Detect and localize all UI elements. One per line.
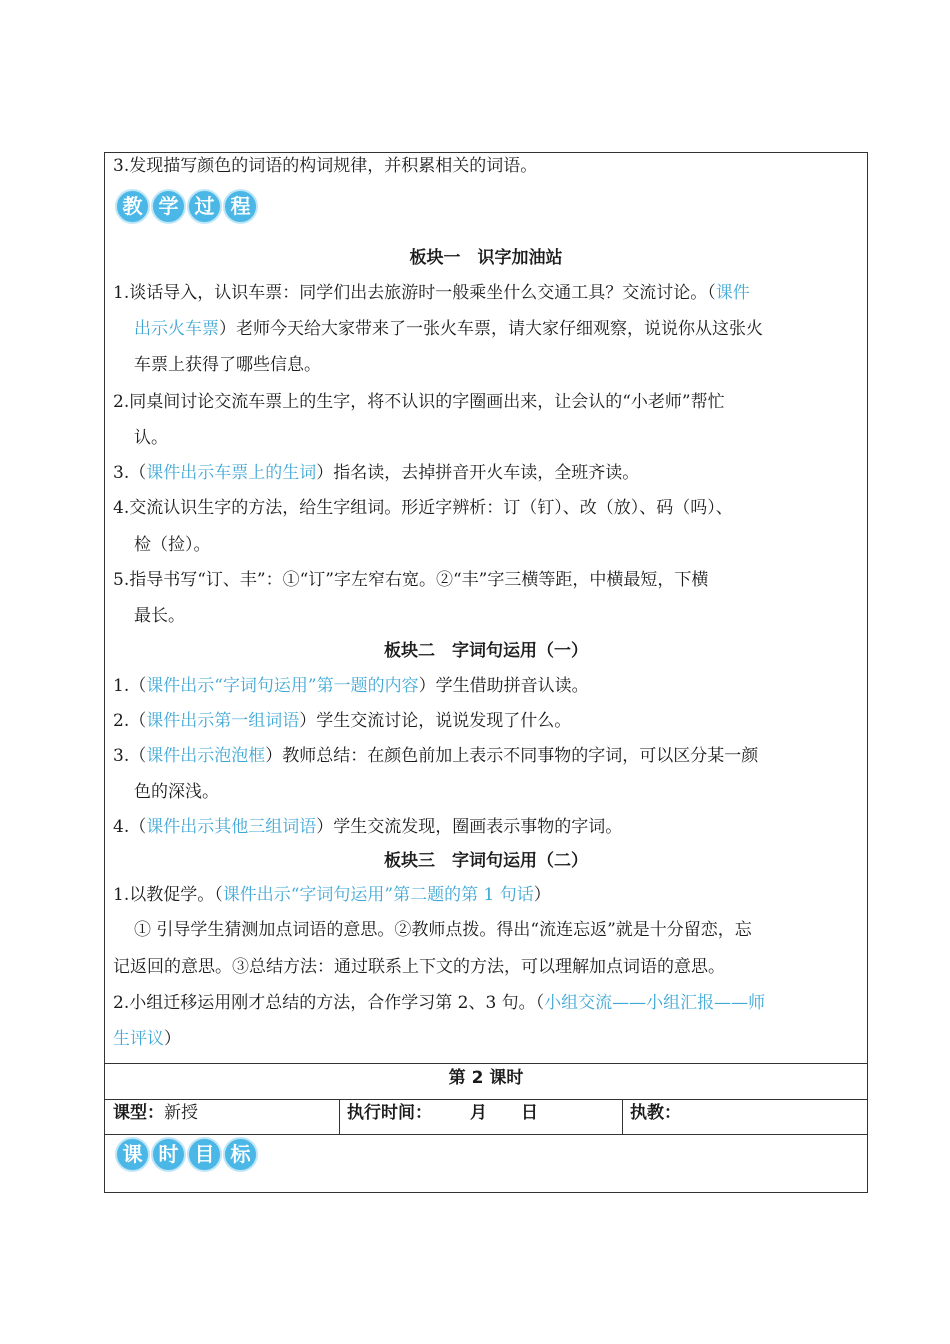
s1-item1-b: 出示火车票）老师今天给大家带来了一张火车票，请大家仔细观察，说说你从这张火 [134, 319, 763, 339]
badge-char: 课 [115, 1137, 150, 1172]
section2-title: 板块二 字词句运用（一） [384, 641, 588, 661]
s2-item3-a: 3.（课件出示泡泡框）教师总结：在颜色前加上表示不同事物的字词，可以区分某一颜 [113, 746, 759, 766]
s1-item4-a: 4.交流认识生字的方法，给生字组词。形近字辨析：订（钉）、改（放）、码（吗）、 [113, 498, 733, 518]
s1-item2-b: 认。 [134, 428, 168, 448]
s3-sub-a: ① 引导学生猜测加点词语的意思。②教师点拨。得出“流连忘返”就是十分留恋，忘 [134, 920, 752, 940]
lesson2-title: 第 2 课时 [448, 1068, 524, 1088]
s3-item2-a: 2.小组迁移运用刚才总结的方法，合作学习第 2、3 句。（小组交流——小组汇报——师 [113, 993, 766, 1013]
goal-line: 3.发现描写颜色的词语的构词规律，并积累相关的词语。 [113, 156, 538, 176]
exec-time: 执行时间： 月 日 [347, 1103, 538, 1123]
s1-item4-b: 检（捡）。 [134, 535, 211, 555]
process-cell [105, 153, 867, 1063]
badge-char: 学 [151, 189, 186, 224]
s1-item5-b: 最长。 [134, 606, 185, 626]
badge-char: 程 [223, 189, 258, 224]
badge-char: 标 [223, 1137, 258, 1172]
badge-char: 教 [115, 189, 150, 224]
badge-char: 过 [187, 189, 222, 224]
s1-item3: 3.（课件出示车票上的生词）指名读，去掉拼音开火车读，全班齐读。 [113, 463, 640, 483]
s1-item5-a: 5.指导书写“订、丰”：①“订”字左窄右宽。②“丰”字三横等距，中横最短，下横 [113, 570, 709, 590]
s2-item3-b: 色的深浅。 [134, 782, 219, 802]
teacher-label: 执教： [630, 1103, 681, 1123]
s2-item4: 4.（课件出示其他三组词语）学生交流发现，圈画表示事物的字词。 [113, 817, 623, 837]
s1-item2-a: 2.同桌间讨论交流车票上的生字，将不认识的字圈画出来，让会认的“小老师”帮忙 [113, 392, 725, 412]
lesson-plan-table [104, 152, 868, 1193]
s1-item1-c: 车票上获得了哪些信息。 [134, 355, 321, 375]
process-badge [115, 189, 258, 223]
s1-item1-a: 1.谈话导入，认识车票：同学们出去旅游时一般乘坐什么交通工具？交流讨论。（课件 [113, 283, 750, 303]
col-divider [622, 1099, 623, 1134]
row-divider [105, 1134, 867, 1135]
section1-title: 板块一 识字加油站 [409, 248, 563, 268]
s3-item2-b: 生评议） [113, 1029, 181, 1049]
s2-item1: 1.（课件出示“字词句运用”第一题的内容）学生借助拼音认读。 [113, 676, 589, 696]
s3-item1: 1.以教促学。（课件出示“字词句运用”第二题的第 1 句话） [113, 885, 551, 905]
lesson-type: 课型：新授 [113, 1103, 198, 1123]
col-divider [339, 1099, 340, 1134]
section3-title: 板块三 字词句运用（二） [384, 851, 588, 871]
badge-char: 目 [187, 1137, 222, 1172]
badge-char: 时 [151, 1137, 186, 1172]
goal-badge [115, 1137, 258, 1171]
s2-item2: 2.（课件出示第一组词语）学生交流讨论，说说发现了什么。 [113, 711, 572, 731]
s3-sub-b: 记返回的意思。③总结方法：通过联系上下文的方法，可以理解加点词语的意思。 [113, 957, 725, 977]
